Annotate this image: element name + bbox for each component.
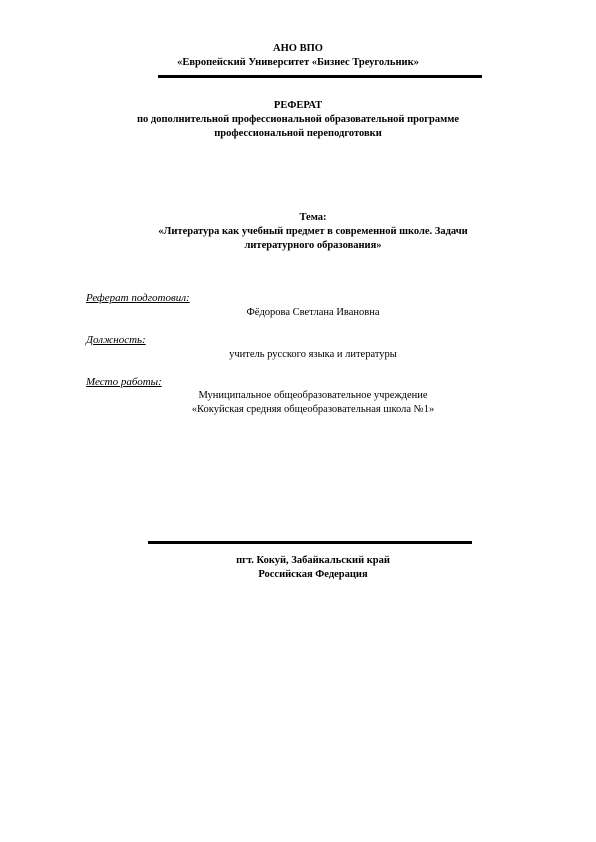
workplace-line1: Муниципальное общеобразовательное учреждение xyxy=(198,390,428,401)
footer-rule xyxy=(148,541,472,544)
footer-country: Российская Федерация xyxy=(258,569,368,580)
document-type: РЕФЕРАТ xyxy=(273,100,323,111)
position-label: Должность: xyxy=(86,334,146,346)
workplace-value xyxy=(0,389,596,417)
org-name-line2: «Европейский Университет «Бизнес Треугольник» xyxy=(177,57,419,68)
header-rule xyxy=(158,75,482,78)
topic-block xyxy=(0,211,596,253)
position-value: учитель русского языка и литературы xyxy=(229,349,397,360)
author-name: Фёдорова Светлана Ивановна xyxy=(246,307,380,318)
footer-block xyxy=(0,554,596,582)
topic-heading: Тема: xyxy=(299,212,327,223)
footer-location: пгт. Кокуй, Забайкальский край xyxy=(236,555,390,566)
program-line2: профессиональной переподготовки xyxy=(214,128,382,139)
topic-line2: литературного образования» xyxy=(244,240,382,251)
program-line1: по дополнительной профессиональной образовательной программе xyxy=(136,114,460,125)
org-name-line1: АНО ВПО xyxy=(273,43,323,54)
document-title-block xyxy=(0,99,596,141)
topic-line1: «Литература как учебный предмет в современной школе. Задачи xyxy=(158,226,468,237)
author-label: Реферат подготовил: xyxy=(86,292,190,304)
workplace-line2: «Кокуйская средняя общеобразовательная школа №1» xyxy=(191,404,435,415)
workplace-label: Место работы: xyxy=(86,376,162,388)
organization-header xyxy=(0,42,596,70)
